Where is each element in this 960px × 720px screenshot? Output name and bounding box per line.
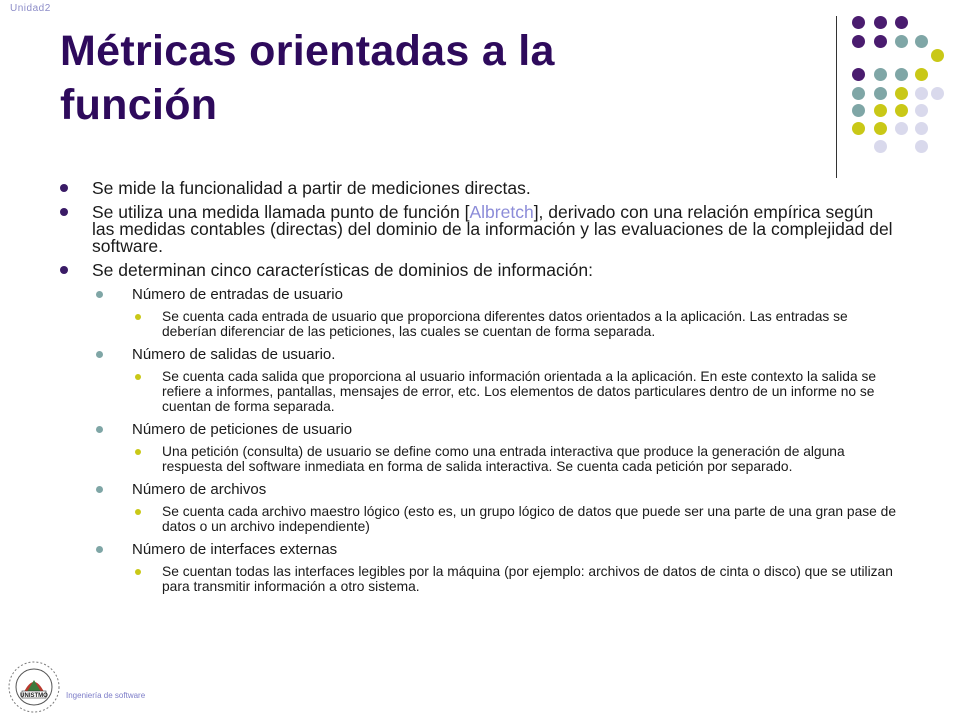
- characteristic-files: [60, 481, 900, 498]
- logo-text: UNISTMO: [20, 693, 48, 699]
- bullet-dot: [60, 208, 68, 216]
- reference-albretch: Albretch: [469, 202, 534, 222]
- characteristic-outputs: [60, 346, 900, 363]
- bullet-text-pre: Se utiliza una medida llamada punto de función [: [92, 202, 470, 222]
- detail-text: Se cuenta cada entrada de usuario que proporciona diferentes datos orientados a la aplicación. Las entradas se deberían diferenciar de las peticiones, las cuales se cuentan de forma separada.: [162, 309, 848, 339]
- decor-dot: [874, 68, 887, 81]
- decor-dot: [915, 122, 928, 135]
- decor-dot: [852, 122, 865, 135]
- decor-dot: [874, 35, 887, 48]
- characteristic-detail: [60, 309, 900, 339]
- bullet-dot: [135, 314, 141, 320]
- decor-dot: [874, 16, 887, 29]
- decor-dot: [931, 49, 944, 62]
- detail-text: Se cuenta cada salida que proporciona al usuario información orientada a la aplicación. En este contexto la salida se refiere a informes, pantallas, mensajes de error, etc. Los elementos de datos particulares dentro de un informe no se cuentan de forma separada.: [162, 369, 877, 414]
- decor-dot: [915, 140, 928, 153]
- characteristic-detail: [60, 444, 900, 474]
- university-logo-icon: [6, 658, 62, 716]
- slide-body: [60, 180, 900, 601]
- bullet-dot: [60, 266, 68, 274]
- detail-text: Se cuentan todas las interfaces legibles por la máquina (por ejemplo: archivos de datos de cinta o disco) que se utilizan para transmitir información a otro sistema.: [162, 564, 893, 594]
- decor-dot: [895, 104, 908, 117]
- decor-dot: [852, 35, 865, 48]
- title-line-2: función: [60, 81, 218, 129]
- decor-dot: [874, 122, 887, 135]
- characteristic-name: Número de archivos: [132, 481, 267, 498]
- characteristic-name: Número de entradas de usuario: [132, 286, 343, 303]
- decorative-dot-grid: [846, 16, 946, 156]
- detail-text: Se cuenta cada archivo maestro lógico (esto es, un grupo lógico de datos que puede ser una parte de una gran pase de datos o un archivo independiente): [162, 504, 897, 534]
- bullet-dot: [135, 374, 141, 380]
- decor-dot: [915, 35, 928, 48]
- decor-dot: [852, 16, 865, 29]
- bullet-dot: [96, 291, 103, 298]
- decor-dot: [874, 87, 887, 100]
- bullet-dot: [135, 449, 141, 455]
- decor-dot: [874, 140, 887, 153]
- decor-dot: [915, 68, 928, 81]
- characteristic-name: Número de salidas de usuario.: [132, 346, 336, 363]
- decor-dot: [852, 104, 865, 117]
- bullet-dot: [135, 569, 141, 575]
- title-line-1: Métricas orientadas a la: [60, 27, 555, 75]
- divider-line: [836, 16, 837, 178]
- decor-dot: [931, 87, 944, 100]
- decor-dot: [852, 87, 865, 100]
- bullet-dot: [96, 426, 103, 433]
- characteristic-detail: [60, 564, 900, 594]
- characteristic-name: Número de interfaces externas: [132, 541, 338, 558]
- characteristic-detail: [60, 504, 900, 534]
- decor-dot: [915, 104, 928, 117]
- slide-title: [60, 24, 800, 132]
- decor-dot: [895, 35, 908, 48]
- bullet-dot: [96, 351, 103, 358]
- characteristic-name: Número de peticiones de usuario: [132, 421, 353, 438]
- course-name: Ingeniería de software: [66, 691, 146, 700]
- bullet-text: Se mide la funcionalidad a partir de mediciones directas.: [92, 178, 531, 198]
- bullet-dot: [96, 546, 103, 553]
- detail-text: Una petición (consulta) de usuario se define como una entrada interactiva que produce la generación de alguna respuesta del software inmediata en forma de salida interactiva. Se cuenta cada petición por separado.: [162, 444, 845, 474]
- bullet-function-point: [60, 204, 900, 255]
- characteristic-interfaces: [60, 541, 900, 558]
- decor-dot: [874, 104, 887, 117]
- bullet-dot: [60, 184, 68, 192]
- characteristic-detail: [60, 369, 900, 414]
- decor-dot: [895, 87, 908, 100]
- characteristic-inquiries: [60, 421, 900, 438]
- decor-dot: [895, 122, 908, 135]
- bullet-text: Se determinan cinco características de dominios de información:: [92, 260, 593, 280]
- bullet-five-characteristics: [60, 262, 900, 279]
- bullet-text-post: ], derivado con una relación empírica según las medidas contables (directas) del dominio de la información y las evaluaciones de la complejidad del software.: [92, 202, 893, 256]
- unit-label: Unidad2: [10, 3, 51, 14]
- bullet-dot: [135, 509, 141, 515]
- decor-dot: [915, 87, 928, 100]
- decor-dot: [852, 68, 865, 81]
- bullet-functionality: [60, 180, 900, 197]
- decor-dot: [895, 68, 908, 81]
- bullet-dot: [96, 486, 103, 493]
- decor-dot: [895, 16, 908, 29]
- characteristic-inputs: [60, 286, 900, 303]
